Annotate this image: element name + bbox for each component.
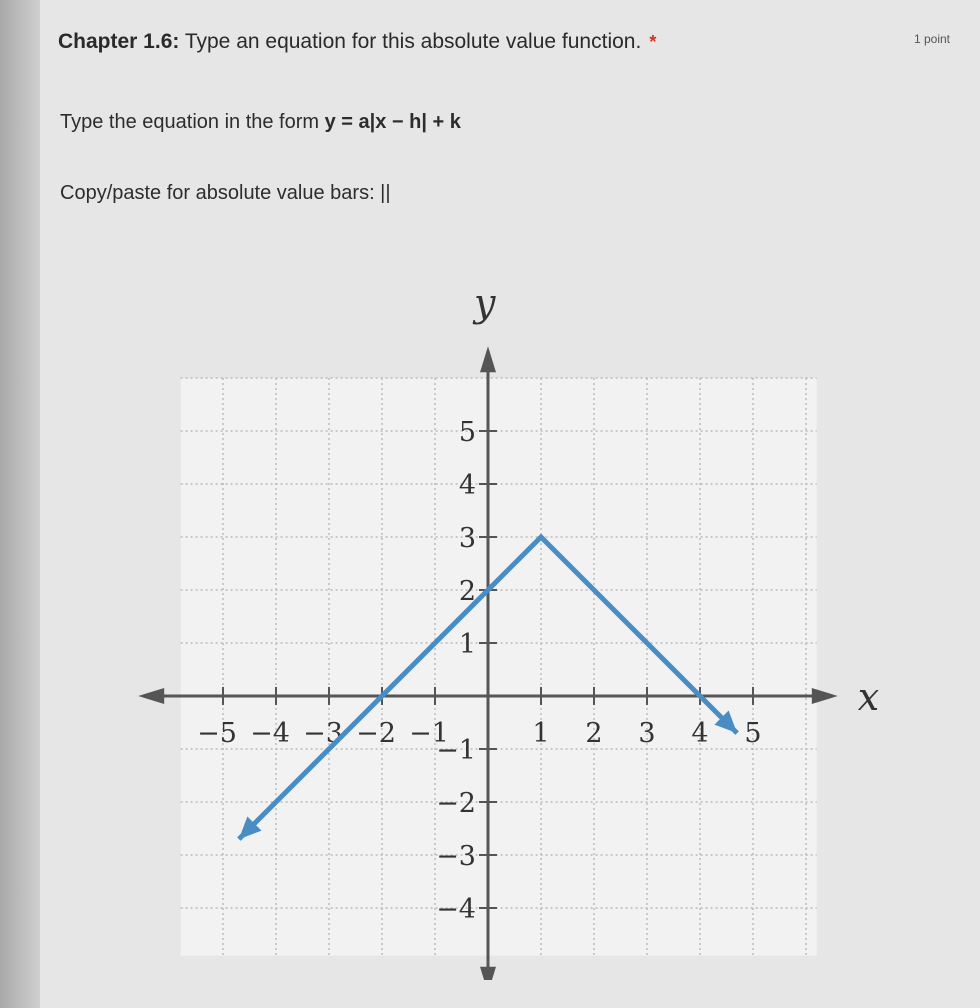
instruction-form-prefix: Type the equation in the form (60, 111, 325, 133)
instruction-form (60, 111, 461, 134)
x-tick-label: 2 (585, 718, 603, 749)
y-tick-label: 5 (458, 417, 476, 448)
y-tick-label: −4 (436, 894, 476, 925)
y-tick-label: 2 (458, 576, 476, 607)
x-tick-label: 1 (532, 718, 550, 749)
absolute-value-graph (80, 260, 940, 980)
instruction-formula: y = a|x − h| + k (324, 111, 461, 133)
y-tick-label: −1 (436, 735, 476, 766)
y-tick-label: 3 (458, 523, 476, 554)
x-tick-label: −3 (303, 718, 343, 749)
x-tick-label: −2 (356, 718, 396, 749)
y-tick-label: 4 (458, 470, 476, 501)
x-tick-label: −1 (409, 718, 449, 749)
instruction-bars: Copy/paste for absolute value bars: || (60, 182, 391, 204)
question-title (58, 30, 656, 54)
x-axis-arrow-right (812, 688, 838, 704)
y-axis-arrow-bottom (480, 967, 496, 980)
left-edge (0, 0, 40, 1008)
y-tick-label: −2 (436, 788, 476, 819)
x-axis-arrow-left (138, 688, 164, 704)
question-card (40, 0, 980, 1008)
question-title-text: Type an equation for this absolute value function. (179, 30, 642, 53)
x-tick-label: 4 (691, 718, 709, 749)
x-tick-label: 5 (744, 718, 762, 749)
x-tick-label: 3 (638, 718, 656, 749)
x-axis-label: x (857, 675, 880, 719)
required-mark: * (649, 32, 657, 52)
x-tick-label: −4 (250, 718, 290, 749)
y-axis-arrow-top (480, 346, 496, 372)
question-title-bold: Chapter 1.6: (58, 30, 180, 53)
points-label: 1 point (913, 32, 950, 46)
y-tick-label: 1 (458, 629, 476, 660)
x-tick-label: −5 (197, 718, 237, 749)
y-tick-label: −3 (436, 841, 476, 872)
graph-image (80, 260, 940, 980)
y-axis-label: y (474, 281, 496, 326)
